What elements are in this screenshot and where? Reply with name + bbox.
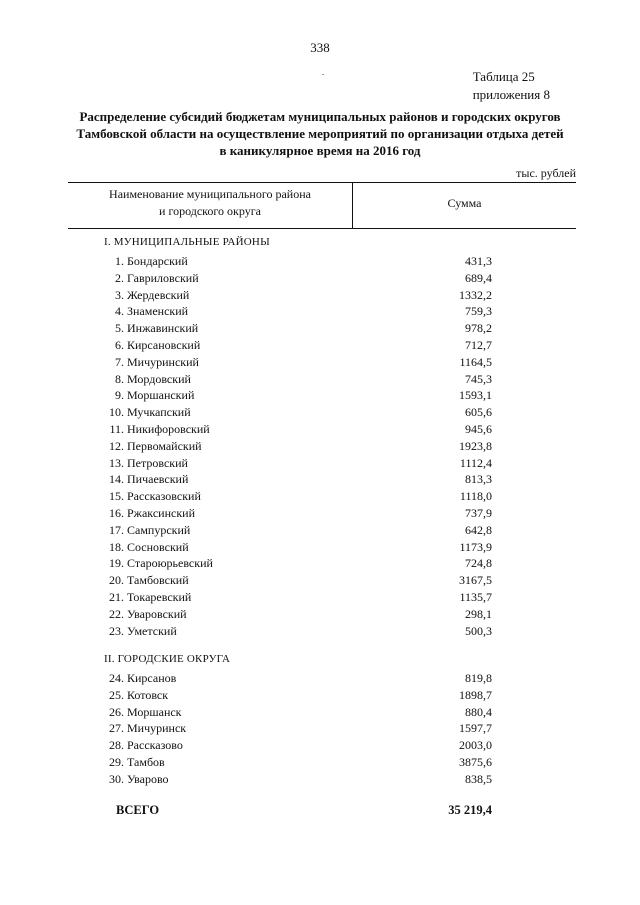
- row-value: 1923,8: [459, 438, 492, 453]
- row-number: 7.: [115, 354, 124, 369]
- row-name: Котовск: [127, 687, 169, 702]
- table-ref-line1: Таблица 25: [472, 69, 535, 84]
- row-name: Ржаксинский: [127, 506, 195, 520]
- table-row: [0, 738, 640, 755]
- row-number: 3.: [115, 287, 124, 302]
- row-name: Кирсанов: [127, 671, 177, 685]
- title-line3: в каникулярное время на 2016 год: [219, 143, 421, 158]
- table-row: [0, 688, 640, 705]
- row-number: 22.: [109, 606, 124, 621]
- row-name: Рассказовский: [127, 489, 201, 504]
- row-name: Мучкапский: [127, 405, 191, 420]
- table-row: [0, 271, 640, 288]
- table-row: [0, 506, 640, 523]
- table-row: [0, 405, 640, 422]
- table-row: [0, 304, 640, 321]
- units-label: тыс. рублей: [516, 166, 576, 180]
- table-row: [0, 254, 640, 271]
- table-row: [0, 721, 640, 738]
- row-value: 642,8: [465, 522, 492, 537]
- row-name: Староюрьевский: [127, 556, 213, 571]
- table-row: [0, 705, 640, 722]
- row-value: 759,3: [465, 304, 492, 319]
- table-row: [0, 288, 640, 305]
- row-number: 9.: [115, 388, 124, 403]
- row-number: 11.: [109, 422, 124, 436]
- row-number: 2.: [115, 270, 124, 285]
- title-line2: Тамбовской области на осуществление мероприятий по организации отдыха детей: [76, 126, 564, 141]
- row-name: Мичуринск: [127, 721, 187, 736]
- section-heading: I. МУНИЦИПАЛЬНЫЕ РАЙОНЫ: [104, 236, 270, 248]
- table-ref-line2: приложения 8: [472, 87, 550, 102]
- table-row: [0, 489, 640, 506]
- table-row: [0, 624, 640, 641]
- row-name: Петровский: [127, 455, 188, 470]
- row-name: Моршанский: [127, 388, 195, 403]
- column-header-name: [68, 186, 352, 220]
- column-header-name-line1: Наименование муниципального района: [109, 187, 311, 201]
- row-name: Мичуринский: [127, 354, 199, 369]
- row-name: Моршанск: [127, 704, 182, 719]
- row-value: 838,5: [465, 771, 492, 786]
- row-value: 880,4: [465, 704, 492, 719]
- table-row: [0, 607, 640, 624]
- row-number: 24.: [109, 671, 124, 685]
- scan-speck: [322, 74, 324, 75]
- table-row: [0, 355, 640, 372]
- row-value: 745,3: [465, 371, 492, 386]
- row-value: 1332,2: [459, 287, 492, 302]
- row-value: 3167,5: [459, 573, 492, 588]
- row-name: Пичаевский: [127, 472, 189, 487]
- table-row: [0, 523, 640, 540]
- table-row: [0, 772, 640, 789]
- table-reference: [473, 68, 550, 104]
- row-name: Знаменский: [127, 304, 189, 319]
- row-value: 1597,7: [459, 721, 492, 736]
- row-value: 1112,4: [459, 455, 492, 470]
- row-value: 689,4: [465, 270, 492, 285]
- row-number: 25.: [109, 687, 124, 702]
- row-value: 1593,1: [459, 388, 492, 403]
- table-row: [0, 540, 640, 557]
- row-name: Мордовский: [127, 371, 191, 386]
- row-name: Инжавинский: [127, 321, 199, 336]
- row-number: 4.: [115, 304, 124, 319]
- row-number: 13.: [109, 455, 124, 470]
- page-number: 338: [310, 40, 330, 55]
- row-value: 724,8: [465, 556, 492, 571]
- column-header-sum: Сумма: [447, 196, 482, 210]
- table-row: [0, 422, 640, 439]
- row-name: Бондарский: [127, 254, 188, 268]
- row-value: 819,8: [465, 671, 492, 685]
- row-number: 23.: [109, 623, 124, 638]
- row-name: Рассказово: [127, 738, 183, 753]
- row-number: 21.: [109, 590, 124, 604]
- table-row: [0, 456, 640, 473]
- table-row: [0, 472, 640, 489]
- row-value: 431,3: [465, 254, 492, 268]
- row-number: 30.: [109, 771, 124, 786]
- table-row: [0, 439, 640, 456]
- row-number: 17.: [109, 522, 124, 537]
- row-name: Жердевский: [127, 287, 190, 302]
- table-row: [0, 755, 640, 772]
- section-heading: II. ГОРОДСКИЕ ОКРУГА: [104, 653, 231, 665]
- row-number: 5.: [115, 321, 124, 336]
- row-value: 500,3: [465, 623, 492, 638]
- row-value: 298,1: [465, 606, 492, 621]
- row-name: Токаревский: [127, 590, 192, 604]
- table-header-border: [68, 228, 576, 229]
- row-number: 12.: [109, 438, 124, 453]
- row-value: 1173,9: [459, 539, 492, 554]
- table-row: [0, 388, 640, 405]
- row-value: 737,9: [465, 506, 492, 520]
- row-value: 978,2: [465, 321, 492, 336]
- row-name: Первомайский: [127, 438, 202, 453]
- row-number: 19.: [109, 556, 124, 571]
- row-value: 3875,6: [459, 755, 492, 769]
- row-value: 605,6: [465, 405, 492, 420]
- row-name: Тамбовский: [127, 573, 189, 588]
- total-label: ВСЕГО: [116, 803, 160, 817]
- row-number: 10.: [109, 405, 124, 420]
- row-name: Кирсановский: [127, 338, 201, 352]
- row-number: 14.: [109, 472, 124, 487]
- row-number: 6.: [115, 338, 124, 352]
- row-name: Уваровский: [127, 606, 187, 621]
- row-number: 29.: [109, 755, 124, 769]
- row-value: 945,6: [465, 422, 492, 436]
- row-value: 2003,0: [459, 738, 492, 753]
- row-value: 1118,0: [459, 489, 492, 504]
- table-top-border: [68, 182, 576, 183]
- table-row: [0, 671, 640, 688]
- row-name: Уварово: [127, 771, 169, 786]
- row-number: 27.: [109, 721, 124, 736]
- table-row: [0, 321, 640, 338]
- row-value: 1898,7: [459, 687, 492, 702]
- column-header-name-line2: и городского округа: [159, 204, 261, 218]
- row-value: 1164,5: [459, 354, 492, 369]
- title-line1: Распределение субсидий бюджетам муниципальных районов и городских округов: [79, 109, 561, 124]
- total-value: 35 219,4: [448, 803, 492, 817]
- table-row: [0, 372, 640, 389]
- row-number: 1.: [115, 254, 124, 268]
- document-title: [60, 108, 580, 159]
- row-number: 26.: [109, 704, 124, 719]
- row-number: 28.: [109, 738, 124, 753]
- row-name: Никифоровский: [127, 422, 210, 436]
- row-number: 8.: [115, 371, 124, 386]
- row-value: 813,3: [465, 472, 492, 487]
- row-number: 18.: [109, 539, 124, 554]
- table-row: [0, 338, 640, 355]
- table-row: [0, 556, 640, 573]
- row-name: Сампурский: [127, 522, 191, 537]
- row-value: 1135,7: [459, 590, 492, 604]
- row-number: 15.: [109, 489, 124, 504]
- row-name: Уметский: [127, 623, 177, 638]
- row-name: Сосновский: [127, 539, 189, 554]
- row-number: 20.: [109, 573, 124, 588]
- row-number: 16.: [109, 506, 124, 520]
- table-row: [0, 590, 640, 607]
- row-name: Тамбов: [127, 755, 165, 769]
- row-name: Гавриловский: [127, 270, 199, 285]
- row-value: 712,7: [465, 338, 492, 352]
- table-row: [0, 573, 640, 590]
